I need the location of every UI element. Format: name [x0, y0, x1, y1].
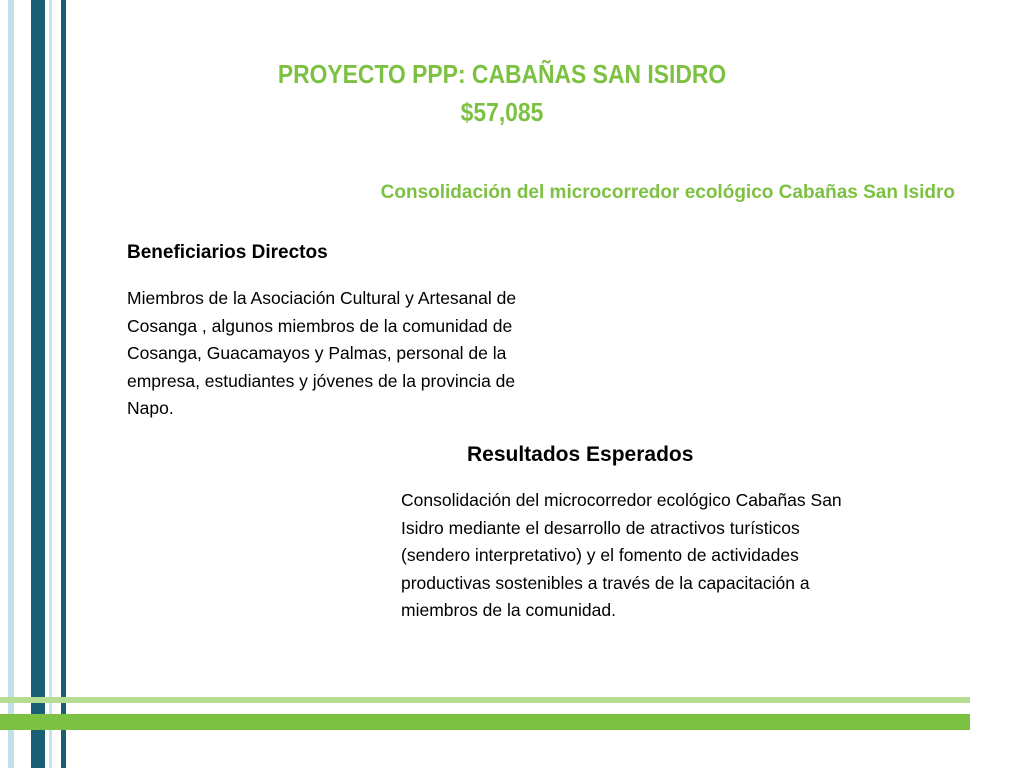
resultados-body: Consolidación del microcorredor ecológico Cabañas San Isidro mediante el desarrollo de atractivos turísticos (sendero interpretativo) y el fomento de actividades productivas sostenibles a través de la capacitación a miembros de la comunidad. [401, 490, 842, 620]
slide-subtitle: Consolidación del microcorredor ecológico Cabañas San Isidro [380, 182, 955, 203]
beneficiarios-body: Miembros de la Asociación Cultural y Artesanal de Cosanga , algunos miembros de la comunidad de Cosanga, Guacamayos y Palmas, personal de la empresa, estudiantes y jóvenes de la provincia de Napo. [127, 288, 517, 418]
decor-vertical-stripe-teal-thin [61, 0, 66, 768]
decor-vertical-stripe-teal [31, 0, 45, 768]
title-project-name: PROYECTO PPP: CABAÑAS SAN ISIDRO [277, 59, 727, 89]
decor-horizontal-stripe-light [0, 697, 970, 703]
title-amount: $57,085 [460, 97, 544, 127]
decor-vertical-stripe-light [8, 0, 14, 768]
resultados-heading: Resultados Esperados [467, 443, 694, 466]
beneficiarios-heading: Beneficiarios Directos [127, 242, 328, 263]
decor-horizontal-stripe-green [0, 714, 970, 730]
slide-title [236, 55, 768, 131]
decor-vertical-stripe-pale [49, 0, 52, 768]
